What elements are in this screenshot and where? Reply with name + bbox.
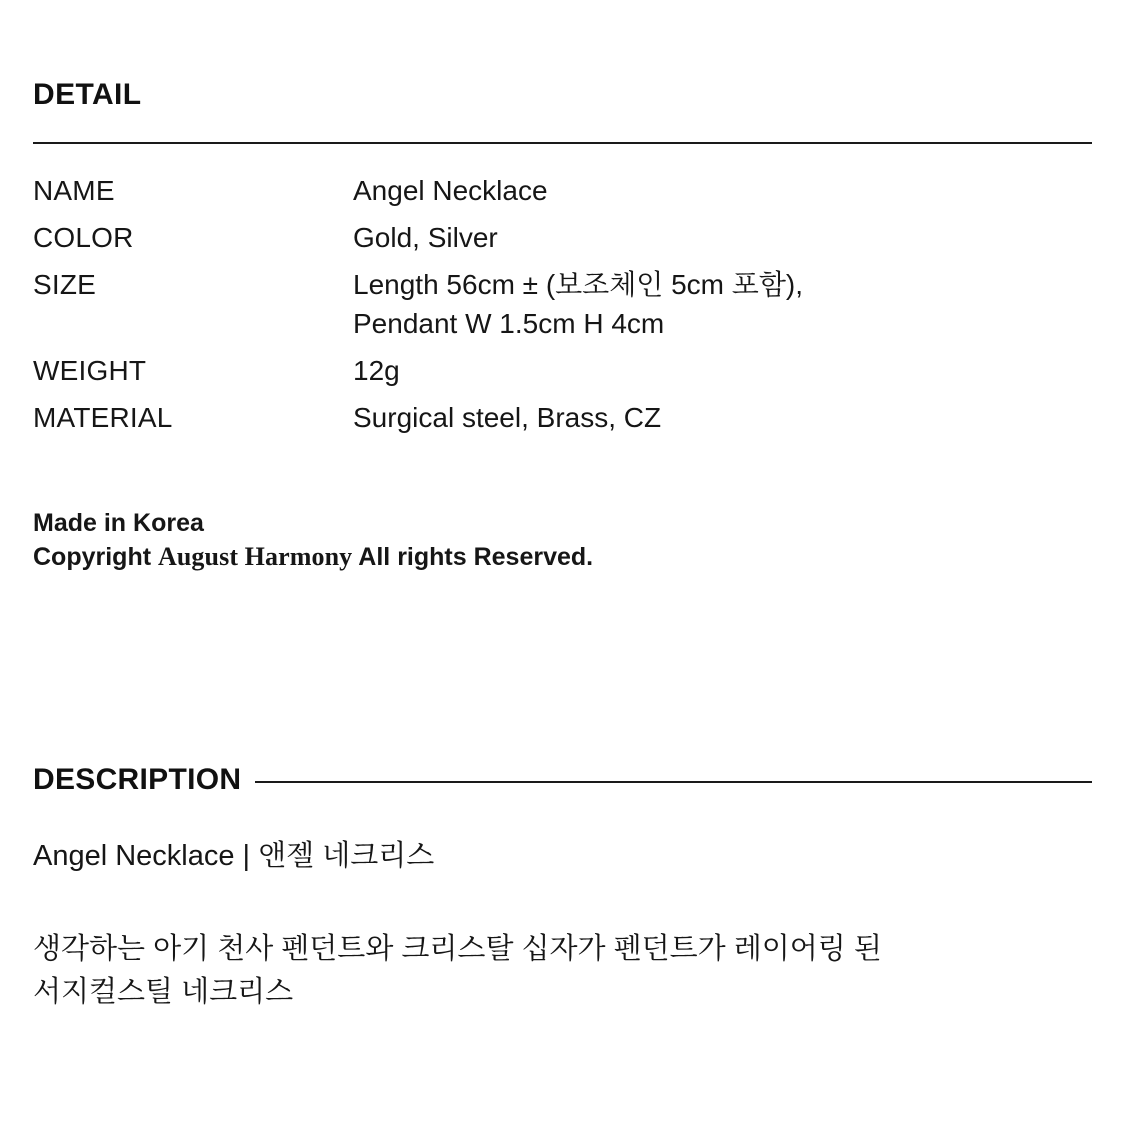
- spec-value-weight-line1: 12g: [353, 355, 400, 386]
- copyright-prefix: Copyright: [33, 542, 152, 571]
- table-row: [33, 218, 1092, 265]
- spec-label-material: MATERIAL: [33, 401, 173, 433]
- description-divider: [255, 781, 1092, 783]
- made-in-text: Made in Korea: [33, 508, 204, 537]
- spec-value-material: [353, 398, 1092, 445]
- spec-value-color-line1: Gold, Silver: [353, 221, 498, 253]
- detail-section-heading: DETAIL: [33, 78, 142, 111]
- copyright-line: [33, 540, 1092, 574]
- spec-value-material-line1: Surgical steel, Brass, CZ: [353, 401, 662, 433]
- spec-value-name: [353, 171, 1092, 218]
- description-body: [33, 928, 1063, 1014]
- table-row: [33, 398, 1092, 445]
- spec-value-color: [353, 218, 1092, 265]
- copyright-suffix: All rights Reserved.: [358, 542, 594, 571]
- spec-label-weight: WEIGHT: [33, 355, 147, 386]
- spec-label-color: COLOR: [33, 221, 134, 253]
- spec-table: [33, 171, 1092, 445]
- table-row: [33, 171, 1092, 218]
- spec-value-name-line1: Angel Necklace: [353, 175, 548, 206]
- spec-value-size-line2: Pendant W 1.5cm H 4cm: [353, 308, 665, 340]
- description-title: Angel Necklace | 앤젤 네크리스: [33, 839, 435, 872]
- spec-value-weight: [353, 351, 1092, 398]
- spec-value-size-line1: Length 56cm ± (보조체인 5cm 포함),: [353, 268, 803, 300]
- origin-copyright-block: [33, 507, 1092, 574]
- description-section-header: [33, 763, 1092, 797]
- table-row: [33, 265, 1092, 352]
- spec-label-name: NAME: [33, 175, 115, 206]
- description-body-line2: 서지컬스틸 네크리스: [33, 975, 294, 1008]
- spec-value-size: [353, 265, 1092, 352]
- description-section-heading: DESCRIPTION: [33, 762, 242, 796]
- detail-divider: [33, 142, 1092, 144]
- brand-name: August Harmony: [158, 541, 353, 571]
- table-row: [33, 351, 1092, 398]
- spec-label-size: SIZE: [33, 268, 97, 300]
- description-body-line1: 생각하는 아기 천사 펜던트와 크리스탈 십자가 펜던트가 레이어링 된: [33, 932, 882, 965]
